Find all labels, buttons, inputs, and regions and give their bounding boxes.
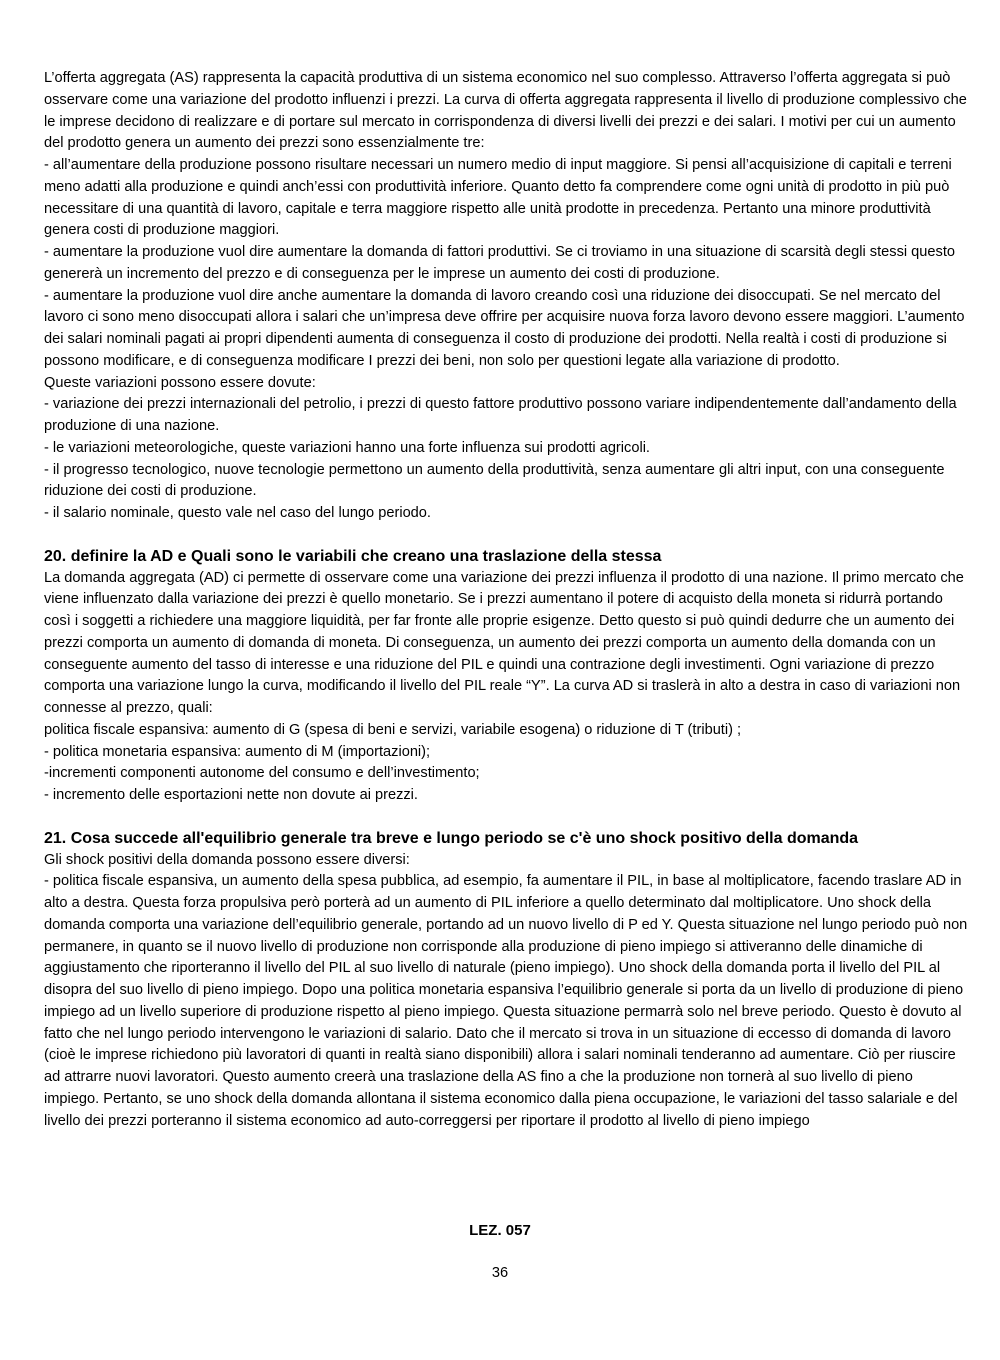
paragraph-variations-intro: Queste variazioni possono essere dovute: [44,374,316,391]
paragraph-labour-demand-reason: - aumentare la produzione vuol dire anche aumentare la domanda di lavoro creando così una riduzione dei disoccupati. Se nel mercato del lavoro ci sono meno disoccupati allora i salari che un’impresa deve offrire per acquisire nuova forza lavoro devono essere maggiori. L’aumento dei salari nominali pagati ai propri dipendenti aumenta di conseguenza il costo di produzione dei prodotti. Nella realtà i costi di produzione si possono modificare, e di conseguenza modificare I prezzi dei beni, non solo per questioni legate alla variazione di prodotto. [44,287,965,369]
list-item-monetary-policy: - politica monetaria espansiva: aumento di M (importazioni); [44,743,431,760]
list-item-fiscal-policy: politica fiscale espansiva: aumento di G (spesa di beni e servizi, variabile esogena) o riduzione di T (tributi) ; [44,721,742,738]
paragraph-input-reason: - all’aumentare della produzione possono risultare necessari un numero medio di input maggiore. Si pensi all’acquisizione di capitali e terreni meno adatti alla produzione e quindi anch’essi con produttività inferiore. Quanto detto fa comprendere come ogni unità di prodotto in più può necessitare di una quantità di lavoro, capitale e terra maggiore rispetto alle unità prodotte in precedenza. Pertanto una minore produttività genera costi di produzione maggiori. [44,157,952,239]
paragraph-ad-definition: La domanda aggregata (AD) ci permette di osservare come una variazione dei prezzi influenza il prodotto di una nazione. Il primo mercato che viene influenzato dalla variazione dei prezzi è quello monetario. Se i prezzi aumentano il potere di acquisto della moneta si ridurrà portando così i soggetti a richiedere una maggiore liquidità, per far fronte alle proprie esigenze. Detto questo si può quindi dedurre che un aumento dei prezzi comporta un aumento di domanda di moneta. Di conseguenza, un aumento dei prezzi comporta un aumento della domanda con un conseguente aumento del tasso di interesse e una riduzione del PIL e quindi una contrazione degli investimenti. Ogni variazione di prezzo comporta una variazione lungo la curva, modificando il livello del PIL reale “Y”. La curva AD si traslerà in alto a destra in caso di variazioni non connesse al prezzo, quali: [44,569,964,716]
intro-section [44,68,970,525]
section-21 [44,828,970,1133]
list-item-net-exports: - incremento delle esportazioni nette non dovute ai prezzi. [44,787,418,803]
paragraph-shock-explanation: - politica fiscale espansiva, un aumento della spesa pubblica, ad esempio, fa aumentare il PIL, in base al moltiplicatore, facendo traslare AD in alto a destra. Questa forza propulsiva però porterà ad un aumento di PIL inferiore a quello determinato dal moltiplicatore. Uno shock della domanda comporta una variazione dell’equilibrio generale, portando ad un nuovo livello di P ed Y. Questa situazione nel lungo periodo può non permanere, in quanto se il nuovo livello di produzione non corrisponde alla produzione di pieno impiego si attiveranno delle dinamiche di aggiustamento che riporteranno il livello del PIL al suo livello di naturale (pieno impiego). Uno shock della domanda porta il livello del PIL al disopra del suo livello di pieno impiego. Dopo una politica monetaria espansiva l’equilibrio generale si porta da un livello di produzione di pieno impiego ad un livello superiore di produzione rispetto al pieno impiego. Questa situazione permarrà solo nel breve periodo. Questo è dovuto al fatto che nel lungo periodo intervengono le variazioni di salario. Dato che il mercato si trova in un situazione di eccesso di domanda di lavoro (cioè le imprese richiedono più lavoratori di quanti in realtà siano disponibili) allora i salari nominali tenderanno ad aumentare. Ciò per riuscire ad attrarre nuovi lavoratori. Questo aumento creerà una traslazione della AS fino a che la produzione non tornerà al suo livello di pieno impiego. Pertanto, se uno shock della domanda allontana il sistema economico dalla piena occupazione, le variazioni del tasso salariale e del livello dei prezzi porteranno il sistema economico ad auto-correggersi per riportare il prodotto al livello di pieno impiego [44,873,968,1129]
section-20-title: 20. definire la AD e Quali sono le variabili che creano una traslazione della stessa [44,547,662,565]
section-spacer [44,525,970,546]
section-20 [44,546,970,807]
list-item-weather: - le variazioni meteorologiche, queste variazioni hanno una forte influenza sui prodotti agricoli. [44,439,650,456]
list-item-tech-progress: - il progresso tecnologico, nuove tecnologie permettono un aumento della produttività, senza aumentare gli altri input, con una conseguente riduzione dei costi di produzione. [44,461,945,500]
paragraph-as-definition: L’offerta aggregata (AS) rappresenta la capacità produttiva di un sistema economico nel suo complesso. Attraverso l’offerta aggregata si può osservare come una variazione del prodotto influenzi i prezzi. La curva di offerta aggregata rappresenta il livello di produzione complessivo che le imprese decidono di realizzare e di portare sul mercato in corrispondenza di diversi livelli dei prezzi e dei salari. I motivi per cui un aumento del prodotto genera un aumento dei prezzi sono essenzialmente tre: [44,70,967,152]
page-number: 36 [491,1265,509,1281]
list-item-oil-prices: - variazione dei prezzi internazionali del petrolio, i prezzi di questo fattore produttivo possono variare indipendentemente dall’andamento della produzione di una nazione. [44,396,957,434]
section-21-title: 21. Cosa succede all'equilibrio generale tra breve e lungo periodo se c'è uno shock positivo della domanda [44,829,859,847]
document-page [44,68,970,1132]
list-item-autonomous-components: -incrementi componenti autonome del consumo e dell’investimento; [44,765,480,782]
paragraph-shock-intro: Gli shock positivi della domanda possono essere diversi: [44,851,410,868]
section-spacer [44,807,970,828]
list-item-nominal-wage: - il salario nominale, questo vale nel caso del lungo periodo. [44,505,431,521]
lesson-heading: LEZ. 057 [469,1222,531,1239]
paragraph-factor-demand-reason: - aumentare la produzione vuol dire aumentare la domanda di fattori produttivi. Se ci troviamo in una situazione di scarsità degli stessi questo genererà un incremento del prezzo e di conseguenza per le imprese un aumento dei costi di produzione. [44,244,955,282]
